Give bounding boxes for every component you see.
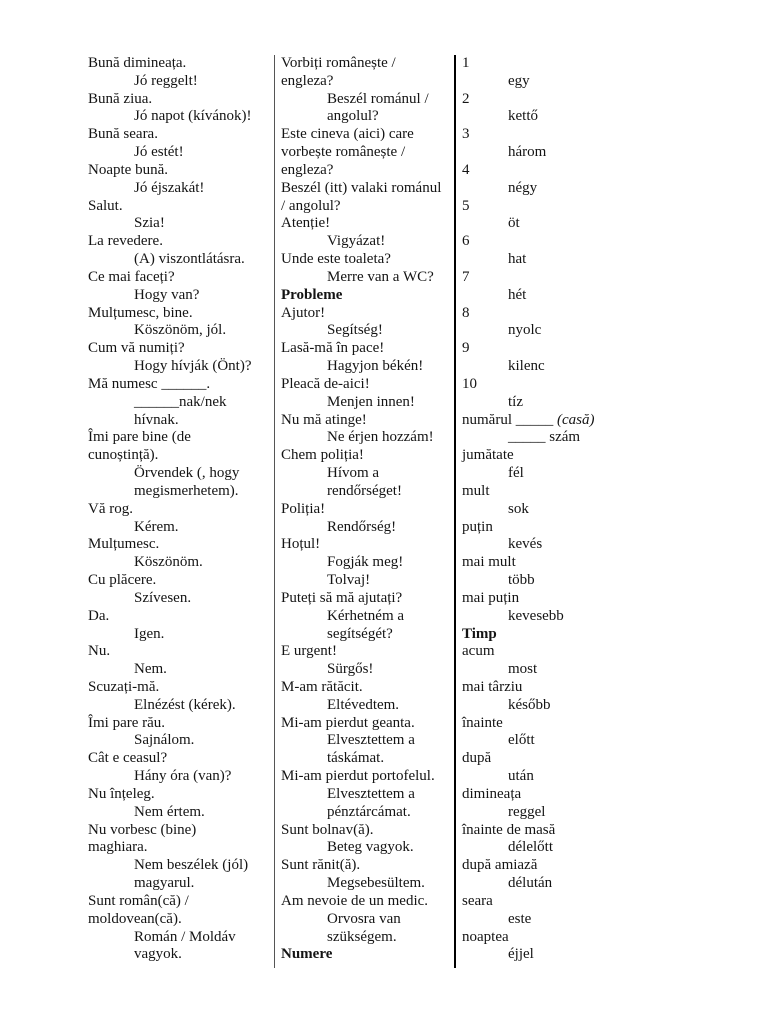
romanian-phrase: dimineața: [462, 785, 522, 802]
romanian-phrase: Vă rog.: [88, 500, 133, 517]
romanian-phrase: Cum vă numiți?: [88, 340, 185, 357]
hungarian-translation: után: [508, 768, 534, 785]
romanian-phrase: vorbește românește /: [281, 144, 406, 161]
hungarian-translation: most: [508, 661, 538, 678]
hungarian-translation: három: [508, 144, 547, 161]
hungarian-translation: négy: [508, 179, 538, 196]
hungarian-translation: Sajnálom.: [134, 732, 195, 749]
romanian-phrase: maghiara.: [88, 839, 148, 856]
numeral: 3: [462, 126, 470, 143]
hungarian-translation: pénztárcámat.: [327, 803, 411, 820]
hungarian-translation: Köszönöm, jól.: [134, 322, 227, 339]
romanian-phrase: înainte: [462, 714, 503, 731]
hungarian-translation: Elnézést (kérek).: [134, 696, 236, 713]
romanian-phrase: după: [462, 750, 492, 767]
hungarian-translation: ______nak/nek: [134, 393, 227, 410]
romanian-phrase: Cât e ceasul?: [88, 750, 168, 767]
hungarian-translation: Fogják meg!: [327, 554, 404, 571]
section-heading: Timp: [462, 625, 497, 642]
phrasebook-column-1: [88, 55, 270, 964]
romanian-phrase: Bună seara.: [88, 126, 158, 143]
section-heading: Numere: [281, 946, 333, 963]
romanian-phrase: Sunt român(că) /: [88, 892, 189, 909]
romanian-phrase: Mi-am pierdut geanta.: [281, 714, 415, 731]
hungarian-translation: Hagyjon békén!: [327, 358, 424, 375]
romanian-phrase: Hoțul!: [281, 536, 321, 553]
numeral: 1: [462, 55, 470, 71]
hungarian-translation: öt: [508, 215, 520, 232]
romanian-phrase: Vorbiți românește /: [281, 55, 396, 71]
column-divider: [274, 55, 275, 968]
romanian-phrase: engleza?: [281, 72, 334, 89]
romanian-phrase: Unde este toaleta?: [281, 251, 391, 268]
hungarian-translation: kevesebb: [508, 607, 564, 624]
romanian-phrase: după amiază: [462, 857, 538, 874]
phrasebook-column-3: [462, 55, 682, 964]
hungarian-translation: kevés: [508, 536, 543, 553]
romanian-phrase: Mi-am pierdut portofelul.: [281, 768, 435, 785]
hungarian-translation: Jó napot (kívánok)!: [134, 108, 252, 125]
romanian-phrase: puțin: [462, 518, 493, 535]
romanian-phrase: Poliția!: [281, 500, 326, 517]
romanian-phrase: Nu vorbesc (bine): [88, 821, 197, 838]
romanian-phrase: Bună dimineața.: [88, 55, 187, 71]
romanian-phrase: mai mult: [462, 554, 516, 571]
phrasebook-column-2: [281, 55, 451, 964]
hungarian-translation: délután: [508, 875, 553, 892]
hungarian-translation: hívnak.: [134, 411, 179, 428]
hungarian-translation: Kérhetném a: [327, 607, 405, 624]
numeral: 7: [462, 268, 470, 285]
hungarian-translation: Megsebesültem.: [327, 875, 425, 892]
romanian-phrase: moldovean(că).: [88, 910, 182, 927]
hungarian-translation: Rendőrség!: [327, 518, 397, 535]
hungarian-translation: több: [508, 572, 535, 589]
romanian-phrase: Nu mă atinge!: [281, 411, 367, 428]
hungarian-translation: egy: [508, 72, 530, 89]
romanian-phrase: Mă numesc ______.: [88, 375, 211, 392]
hungarian-translation: segítségét?: [327, 625, 393, 642]
hungarian-translation: Merre van a WC?: [327, 268, 434, 285]
romanian-phrase: noaptea: [462, 928, 509, 945]
romanian-phrase: mai târziu: [462, 678, 523, 695]
numeral: 9: [462, 340, 470, 357]
hungarian-translation: vagyok.: [134, 946, 182, 963]
romanian-phrase: Atenție!: [281, 215, 331, 232]
romanian-phrase: Îmi pare bine (de: [88, 429, 191, 446]
hungarian-translation: Menjen innen!: [327, 393, 415, 410]
hungarian-translation: később: [508, 696, 551, 713]
hungarian-translation: Hogy hívják (Önt)?: [134, 358, 252, 375]
romanian-phrase: Nu.: [88, 643, 111, 660]
numeral: 4: [462, 161, 470, 178]
hungarian-translation: nyolc: [508, 322, 542, 339]
hungarian-translation: magyarul.: [134, 875, 195, 892]
hungarian-translation: Örvendek (, hogy: [134, 465, 240, 482]
hungarian-translation: rendőrséget!: [327, 482, 402, 499]
romanian-phrase: acum: [462, 643, 495, 660]
hungarian-translation: Beszél románul /: [327, 90, 429, 107]
hungarian-translation: Jó éjszakát!: [134, 179, 205, 196]
romanian-phrase: Cu plăcere.: [88, 572, 157, 589]
hungarian-translation: Vigyázat!: [327, 233, 386, 250]
hungarian-translation: éjjel: [508, 946, 534, 963]
romanian-phrase: Da.: [88, 607, 110, 624]
hungarian-translation: Orvosra van: [327, 910, 401, 927]
romanian-phrase: Ce mai faceți?: [88, 268, 175, 285]
hungarian-translation: sok: [508, 500, 529, 517]
phrase-note: (casă): [557, 411, 595, 428]
romanian-phrase: mult: [462, 482, 490, 499]
hungarian-translation: Jó reggelt!: [134, 72, 198, 89]
hungarian-translation: Jó estét!: [134, 144, 184, 161]
hungarian-translation: tíz: [508, 393, 523, 410]
numeral: 5: [462, 197, 470, 214]
romanian-phrase: Este cineva (aici) care: [281, 126, 414, 143]
romanian-phrase: M-am rătăcit.: [281, 678, 363, 695]
hungarian-translation: Nem beszélek (jól): [134, 857, 249, 874]
hungarian-translation: Szívesen.: [134, 589, 192, 606]
hungarian-translation: Nem értem.: [134, 803, 205, 820]
numeral: 2: [462, 90, 470, 107]
romanian-phrase: Mulțumesc, bine.: [88, 304, 193, 321]
romanian-phrase: cunoștință).: [88, 447, 159, 464]
hungarian-translation: _____ szám: [508, 429, 581, 446]
romanian-phrase: jumătate: [462, 447, 514, 464]
hungarian-translation: Tolvaj!: [327, 572, 371, 589]
numeral: 8: [462, 304, 470, 321]
hungarian-translation: (A) viszontlátásra.: [134, 251, 245, 268]
romanian-phrase: Sunt bolnav(ă).: [281, 821, 374, 838]
numeral: 10: [462, 375, 477, 392]
hungarian-translation: Kérem.: [134, 518, 179, 535]
hungarian-translation: táskámat.: [327, 750, 385, 767]
romanian-phrase: Am nevoie de un medic.: [281, 892, 429, 909]
romanian-phrase: înainte de masă: [462, 821, 556, 838]
hungarian-translation: Igen.: [134, 625, 165, 642]
romanian-phrase: Pleacă de-aici!: [281, 375, 370, 392]
hungarian-translation: angolul?: [327, 108, 379, 125]
hungarian-translation: Hívom a: [327, 465, 380, 482]
romanian-phrase: Lasă-mă în pace!: [281, 340, 385, 357]
hungarian-translation: Nem.: [134, 661, 167, 678]
romanian-phrase: Noapte bună.: [88, 161, 168, 178]
hungarian-translation: Hány óra (van)?: [134, 768, 232, 785]
hungarian-translation: Beteg vagyok.: [327, 839, 414, 856]
romanian-phrase: Salut.: [88, 197, 123, 214]
romanian-phrase: Chem poliția!: [281, 447, 364, 464]
hungarian-translation: Ne érjen hozzám!: [327, 429, 434, 446]
romanian-phrase: mai puțin: [462, 589, 520, 606]
romanian-phrase: E urgent!: [281, 643, 337, 660]
romanian-phrase: Ajutor!: [281, 304, 326, 321]
hungarian-translation: Beszél (itt) valaki románul: [281, 179, 442, 196]
romanian-phrase: Sunt rănit(ă).: [281, 857, 361, 874]
hungarian-translation: kilenc: [508, 358, 545, 375]
hungarian-translation: kettő: [508, 108, 538, 125]
hungarian-translation: Eltévedtem.: [327, 696, 400, 713]
hungarian-translation: fél: [508, 465, 524, 482]
hungarian-translation: hat: [508, 251, 527, 268]
hungarian-translation: Köszönöm.: [134, 554, 203, 571]
romanian-phrase: Îmi pare rău.: [88, 714, 166, 731]
numeral: 6: [462, 233, 470, 250]
romanian-phrase: [462, 412, 682, 430]
hungarian-translation: előtt: [508, 732, 535, 749]
romanian-phrase: La revedere.: [88, 233, 163, 250]
hungarian-translation: Sürgős!: [327, 661, 374, 678]
hungarian-translation: reggel: [508, 803, 546, 820]
romanian-phrase: Puteți să mă ajutați?: [281, 589, 403, 606]
hungarian-translation: hét: [508, 286, 527, 303]
hungarian-translation: Román / Moldáv: [134, 928, 236, 945]
hungarian-translation: Elvesztettem a: [327, 732, 415, 749]
hungarian-translation: Szia!: [134, 215, 165, 232]
section-heading: Probleme: [281, 286, 343, 303]
hungarian-translation: Hogy van?: [134, 286, 200, 303]
romanian-phrase: engleza?: [281, 161, 334, 178]
hungarian-translation: délelőtt: [508, 839, 553, 856]
romanian-phrase: Bună ziua.: [88, 90, 153, 107]
hungarian-translation: megismerhetem).: [134, 482, 239, 499]
romanian-phrase: Mulțumesc.: [88, 536, 160, 553]
hungarian-translation: szükségem.: [327, 928, 397, 945]
hungarian-translation: / angolul?: [281, 197, 341, 214]
romanian-phrase: Scuzați-mă.: [88, 678, 160, 695]
hungarian-translation: este: [508, 910, 532, 927]
hungarian-translation: Segítség!: [327, 322, 383, 339]
romanian-phrase-text: numărul _____: [462, 411, 554, 428]
romanian-phrase: Nu înțeleg.: [88, 785, 155, 802]
romanian-phrase: seara: [462, 892, 493, 909]
hungarian-translation: Elvesztettem a: [327, 785, 415, 802]
column-divider: [454, 55, 456, 968]
